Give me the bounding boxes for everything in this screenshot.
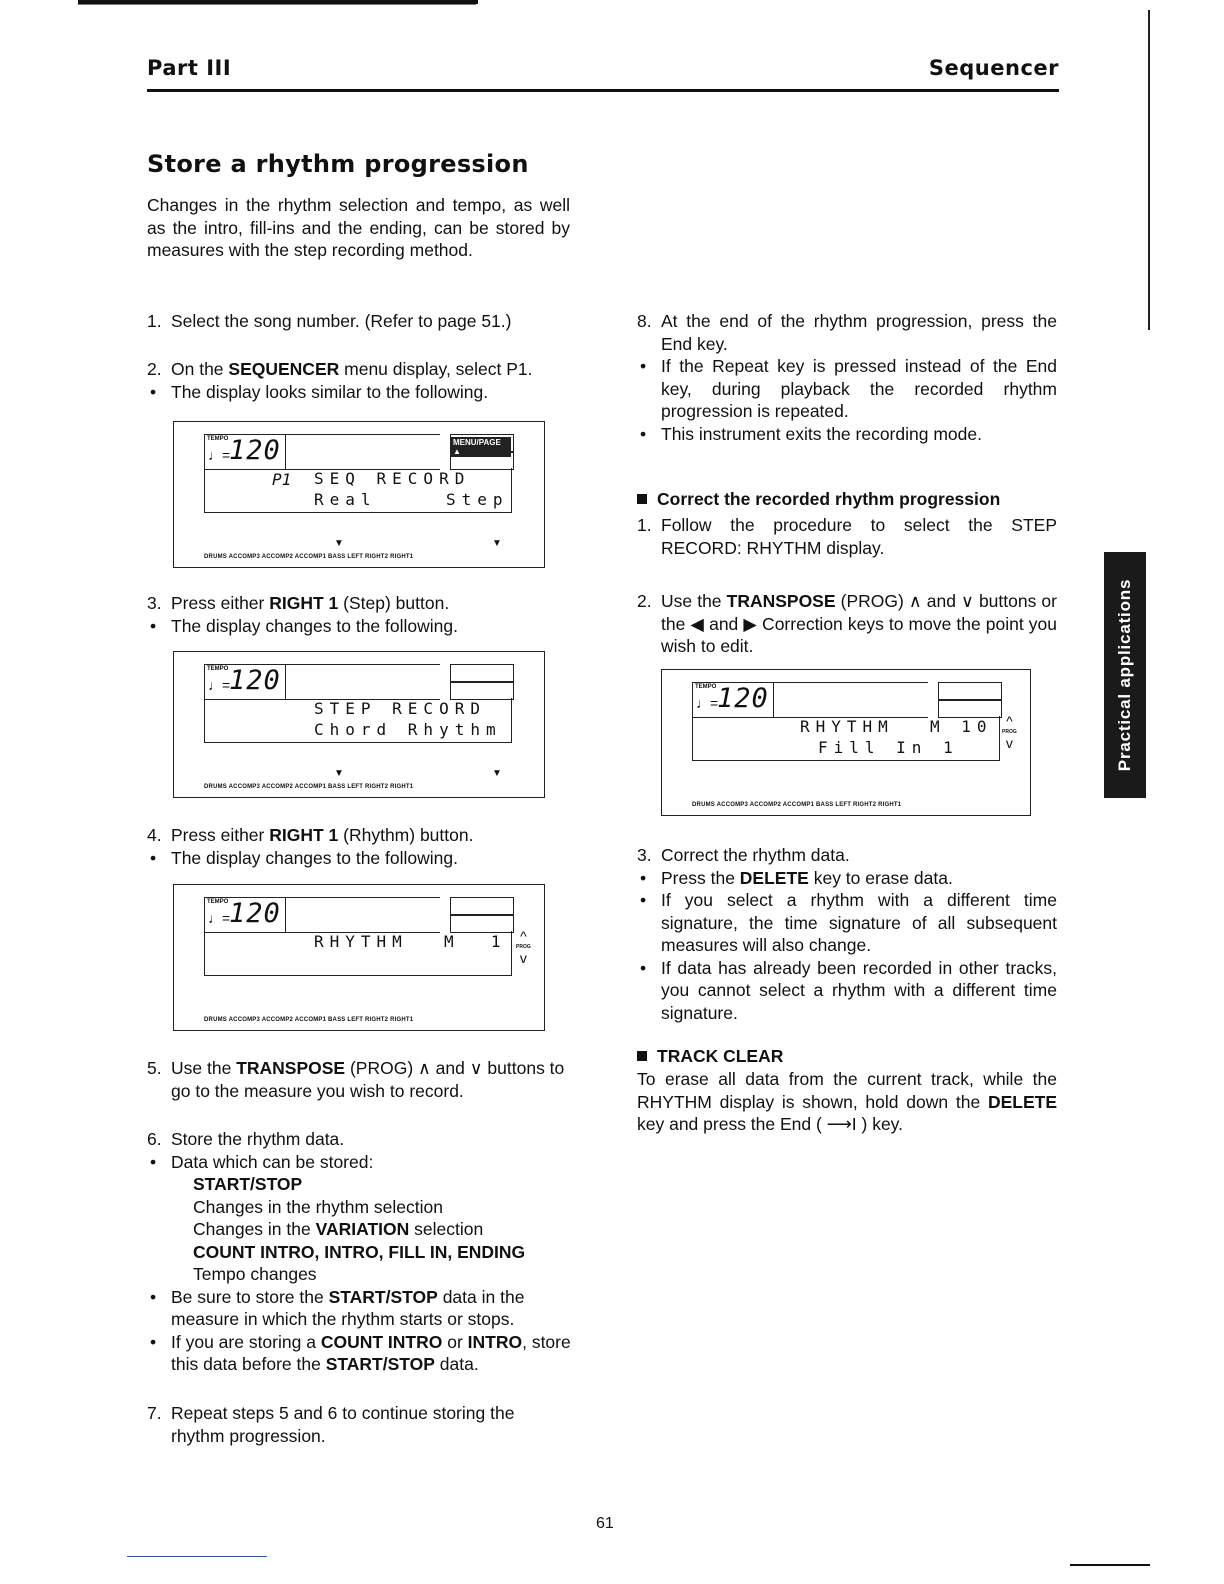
tempo-box: TEMPO ♩= 120 [204,434,286,470]
lcd-row-2: Fill In 1 [818,738,959,757]
step-number: 1. [147,311,162,331]
side-tab: Practical applications [1104,552,1146,798]
track-labels: DRUMS ACCOMP3 ACCOMP2 ACCOMP1 BASS LEFT RIGHT2 RIGHT1 [204,554,414,560]
step-4: 4. Press either RIGHT 1 (Rhythm) button. • The display changes to the following. [147,825,474,868]
lcd-measure: M 1 [444,932,507,951]
prog-updown-icon: ^ PROG v [1002,713,1017,751]
correct-step-2: 2. Use the TRANSPOSE (PROG) ∧ and ∨ buttons or the ◀ and ▶ Correction keys to move the point you wish to edit. [637,591,1057,656]
correct-step-1: 1. Follow the procedure to select the STEP RECORD: RHYTHM display. [637,515,1057,558]
lcd-row-1: STEP RECORD [314,699,486,718]
page-title: Store a rhythm progression [147,150,529,178]
top-rule-thin [78,4,476,5]
track-clear-text: To erase all data from the current track, while the RHYTHM display is shown, hold down the DELETE key and press the End ( ⟶I ) key. [637,1069,1057,1134]
correct-step-3: 3. Correct the rhythm data. • Press the DELETE key to erase data. • If you select a rhythm with a different time signature, the time signature of all subsequent measures will also change. • If data has already been recorded in other tracks, you cannot select a rhythm with a different time signature. [637,845,1057,1023]
lcd-row-2a: Real [314,490,377,509]
step-number: 2. [147,359,162,379]
header-rule [147,89,1059,92]
footer-rule-left [127,1556,267,1557]
step-6: 6. Store the rhythm data. • Data which can be stored: START/STOP Changes in the rhythm selection Changes in the VARIATION selection COUNT INTRO, INTRO, FILL IN, ENDING Tempo changes • Be sure to store the START/STOP data in the measure in which the rhythm starts or stops. • If you are storing a COUNT INTRO or INTRO, store this data before the START/STOP data. [147,1129,571,1374]
lcd-row-1: RHYTHM [314,932,408,951]
lcd-display-4: TEMPO ♩= 120 RHYTHM M 10 Fill In 1 ^ PROG v DRUMS ACCOMP3 ACCOMP2 ACCOMP1 BASS LEFT RIGHT2 RIGHT1 [661,669,1031,816]
menu-page-indicator: MENU/PAGE ▲ [451,437,511,457]
lcd-display-3: TEMPO ♩= 120 RHYTHM M 1 ^ PROG v DRUMS ACCOMP3 ACCOMP2 ACCOMP1 BASS LEFT RIGHT2 RIGHT1 [173,884,545,1031]
header-part: Part III [147,56,232,80]
step-7: 7. Repeat steps 5 and 6 to continue storing the rhythm progression. [147,1403,515,1446]
lcd-display-1: TEMPO ♩= 120 MENU/PAGE ▲ P1 SEQ RECORD Real Step ▼ ▼ DRUMS ACCOMP3 ACCOMP2 ACCOMP1 BASS LEFT RIGHT2 RIGHT1 [173,421,545,568]
lcd-page: P1 [272,470,292,489]
footer-rule-right [1070,1564,1150,1566]
step-text: Select the song number. (Refer to page 51.) [171,311,512,331]
lcd-measure: M 10 [930,717,993,736]
lcd-display-2: TEMPO ♩= 120 STEP RECORD Chord Rhythm ▼ ▼ DRUMS ACCOMP3 ACCOMP2 ACCOMP1 BASS LEFT RIGHT2 RIGHT1 [173,651,545,798]
step-5: 5. Use the TRANSPOSE (PROG) ∧ and ∨ buttons to go to the measure you wish to record. [147,1058,565,1101]
header-section: Sequencer [928,56,1059,80]
track-clear-heading: TRACK CLEAR [637,1045,783,1068]
margin-bar [1148,10,1150,330]
step-2: 2. On the SEQUENCER menu display, select P1. • The display looks similar to the following. [147,359,533,402]
correct-heading: Correct the recorded rhythm progression [637,488,1000,511]
lcd-row-2: Chord Rhythm [314,720,502,739]
step-8: 8. At the end of the rhythm progression, press the End key. • If the Repeat key is pressed instead of the End key, during playback the recorded rhythm progression is repeated. • This instrument exits the recording mode. [637,311,1057,444]
lcd-row-1: RHYTHM [800,717,894,736]
step-3: 3. Press either RIGHT 1 (Step) button. • The display changes to the following. [147,593,458,636]
bullet-text: The display looks similar to the following. [171,381,489,402]
intro-paragraph: Changes in the rhythm selection and tempo, as well as the intro, fill-ins and the ending, can be stored by measures with the step recording method. [147,195,570,260]
lcd-row-2b: Step [446,490,509,509]
step-1 [147,310,570,333]
prog-updown-icon: ^ PROG v [516,928,531,966]
lcd-row-1: SEQ RECORD [314,469,471,488]
page-number: 61 [596,1515,614,1532]
